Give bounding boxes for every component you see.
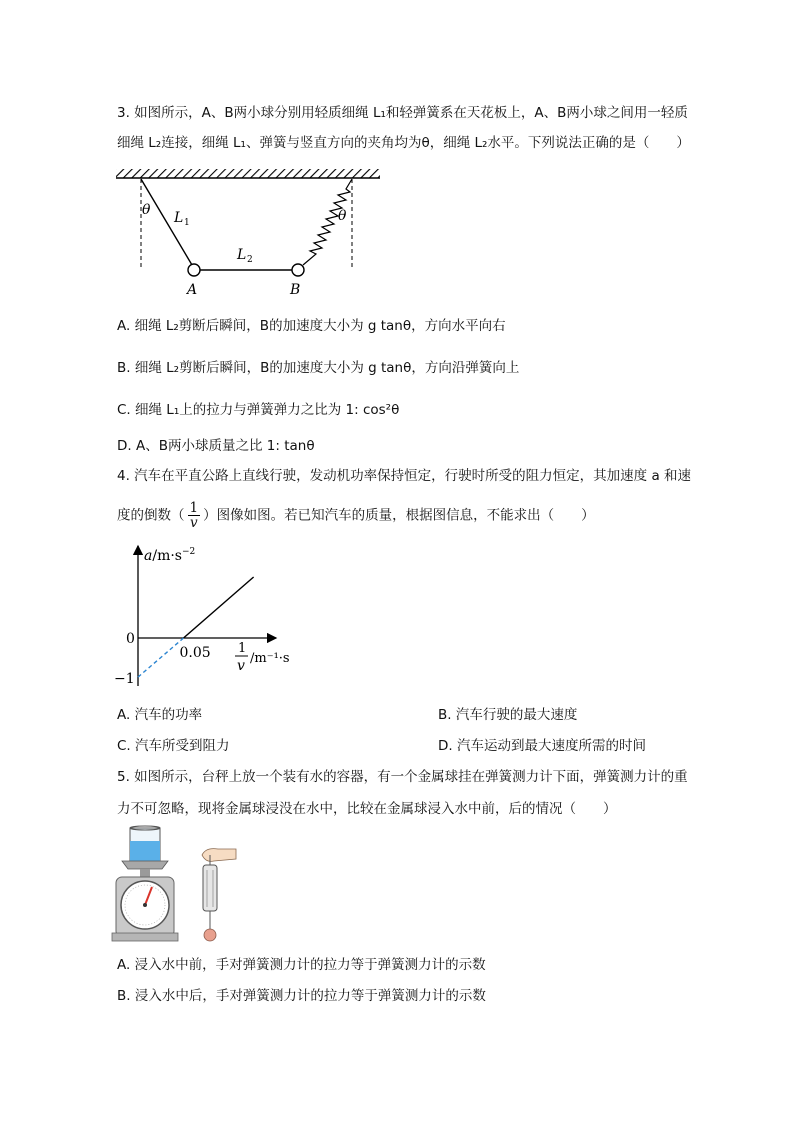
x-axis-label-den: v	[237, 658, 245, 674]
q3-figure	[110, 165, 390, 300]
q4-option-b: B. 汽车行驶的最大速度	[438, 707, 578, 723]
l1-sub: 1	[184, 218, 190, 228]
q5-option-a: A. 浸入水中前，手对弹簧测力计的拉力等于弹簧测力计的示数	[117, 957, 486, 973]
q3-stem-line2: 细绳 L₂连接，细绳 L₁、弹簧与竖直方向的夹角均为θ，细绳 L₂水平。下列说法正确的是（ ）	[117, 135, 690, 151]
x-axis-label-num: 1	[238, 641, 247, 656]
q5-option-b: B. 浸入水中后，手对弹簧测力计的拉力等于弹簧测力计的示数	[117, 988, 486, 1004]
x-tick-label-0.05: 0.05	[179, 645, 211, 661]
q4-fraction-num: 1	[189, 500, 199, 516]
series-line-0	[184, 577, 254, 638]
q4-option-a: A. 汽车的功率	[117, 707, 203, 723]
q4-option-d: D. 汽车运动到最大速度所需的时间	[438, 738, 646, 754]
b-label: B	[290, 282, 301, 298]
l1-label: L	[174, 210, 184, 226]
y-tick-label-0: 0	[126, 631, 135, 647]
q4-stem-line2	[117, 501, 595, 530]
y-axis-label: $a/m\cdot s^{-2}$	[144, 547, 196, 564]
x-axis-label-unit: /m⁻¹·s	[250, 651, 290, 666]
q5-figure	[110, 825, 250, 947]
ball-b	[292, 264, 304, 276]
q4-fraction-den: v	[189, 515, 198, 531]
ball-a	[188, 264, 200, 276]
series-line-1	[138, 638, 184, 677]
spring-balance-icon	[202, 849, 236, 941]
q3-option-d: D. A、B两小球质量之比 1: tanθ	[117, 438, 315, 454]
theta-left-label: θ	[142, 202, 151, 218]
q4-stem-prefix: 度的倒数（	[117, 507, 185, 524]
q5-stem-line2: 力不可忽略，现将金属球浸没在水中，比较在金属球浸入水中前，后的情况（ ）	[117, 801, 617, 817]
q4-stem-suffix: ）图像如图。若已知汽车的质量，根据图信息，不能求出（ ）	[203, 507, 595, 524]
q3-stem-line1: 3. 如图所示，A、B两小球分别用轻质细绳 L₁和轻弹簧系在天花板上，A、B两小球之间用一轻质	[117, 105, 688, 121]
q3-option-a: A. 细绳 L₂剪断后瞬间，B的加速度大小为 g tanθ，方向水平向右	[117, 318, 506, 334]
q4-chart	[110, 538, 310, 690]
q5-stem-line1: 5. 如图所示，台秤上放一个装有水的容器，有一个金属球挂在弹簧测力计下面，弹簧测力计的重	[117, 769, 688, 785]
y-tick-label-neg1: −1	[114, 671, 135, 688]
beaker-icon	[130, 826, 160, 862]
q4-fraction	[188, 501, 201, 530]
a-label: A	[187, 282, 198, 298]
q4-stem-line1: 4. 汽车在平直公路上直线行驶，发动机功率保持恒定，行驶时所受的阻力恒定，其加速度 a 和速	[117, 468, 692, 484]
q3-option-c: C. 细绳 L₁上的拉力与弹簧弹力之比为 1: cos²θ	[117, 402, 400, 418]
ceiling	[116, 169, 380, 178]
platform-scale-icon	[112, 861, 178, 941]
l2-label: L	[237, 247, 247, 263]
q3-option-b: B. 细绳 L₂剪断后瞬间，B的加速度大小为 g tanθ，方向沿弹簧向上	[117, 360, 520, 376]
metal-ball	[204, 929, 216, 941]
theta-right-label: θ	[338, 208, 347, 224]
l2-sub: 2	[247, 255, 253, 265]
q4-option-c: C. 汽车所受到阻力	[117, 738, 230, 754]
